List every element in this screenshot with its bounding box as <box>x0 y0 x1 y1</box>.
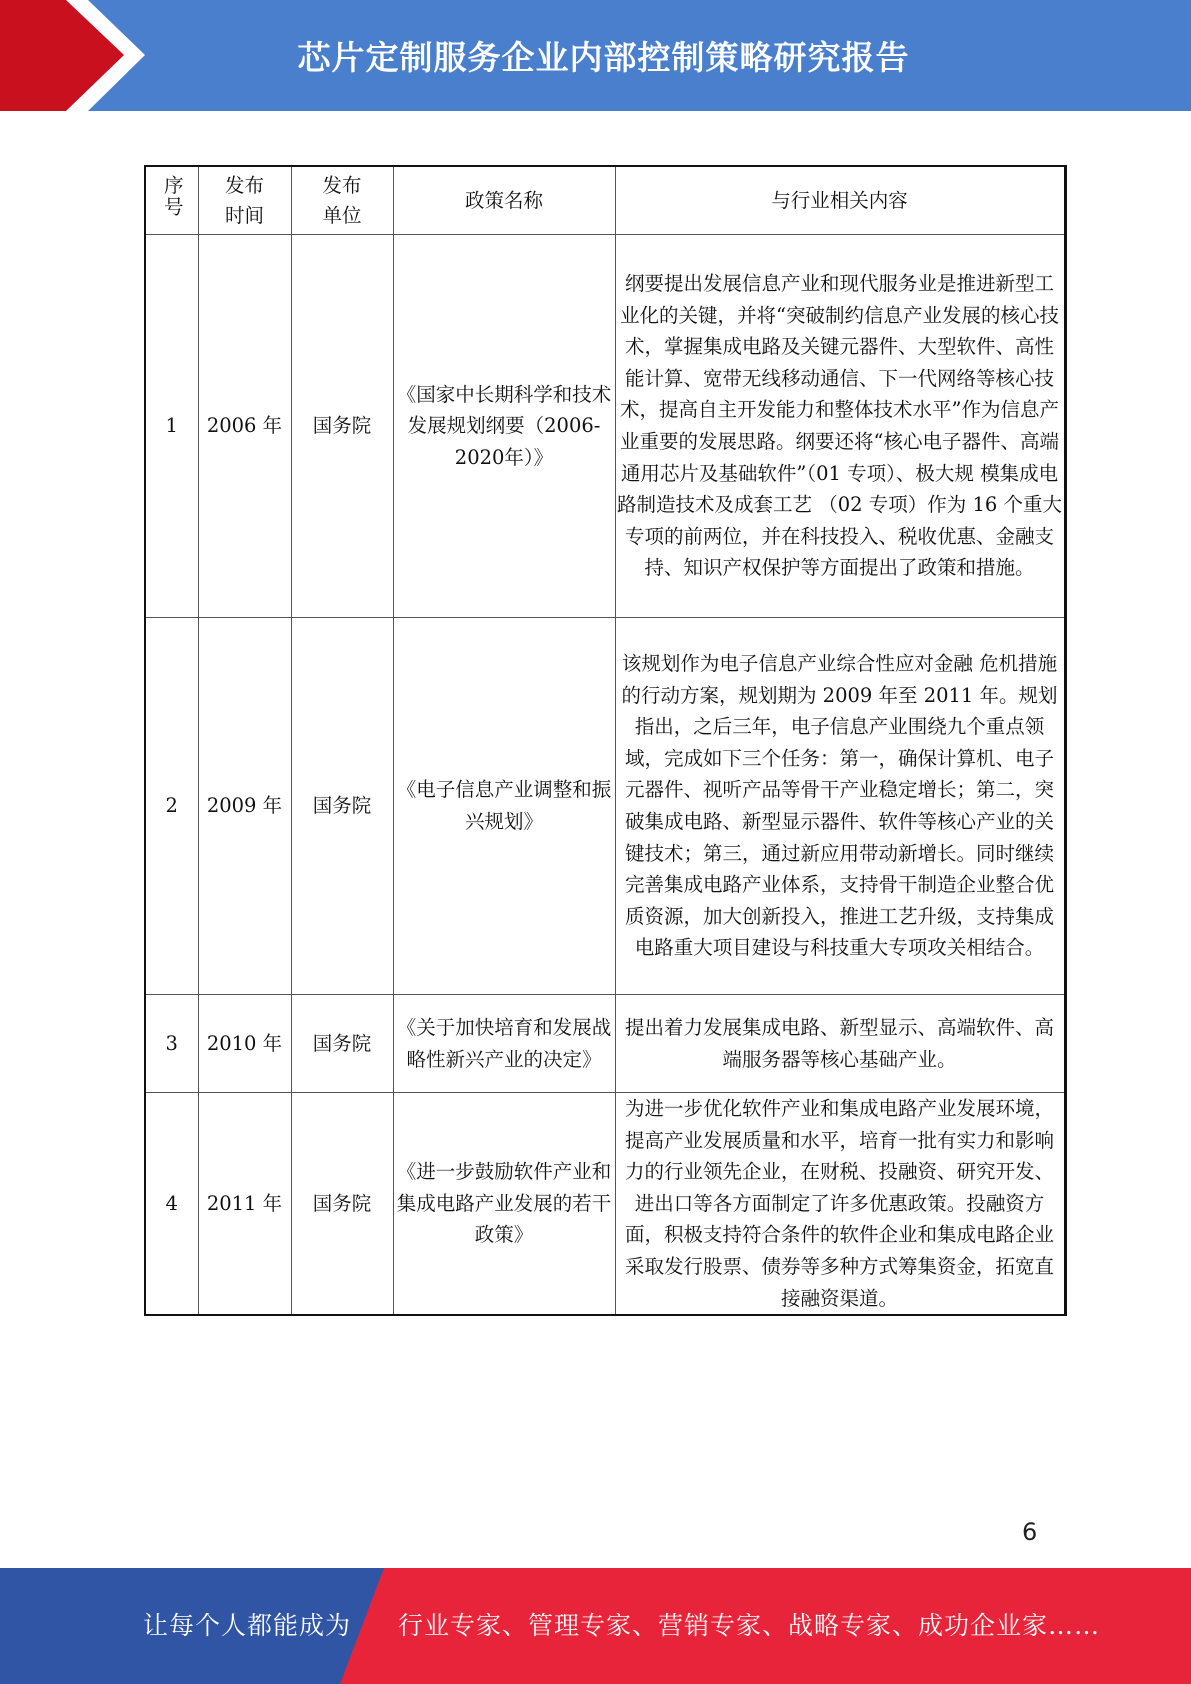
row-publish-time: 2009 年 <box>198 618 291 995</box>
page-header <box>0 0 1191 111</box>
footer-slogan-left: 让每个人都能成为 <box>143 1611 352 1640</box>
page-footer <box>0 1568 1191 1684</box>
table-row <box>145 618 1065 995</box>
column-header-index: 序号 <box>145 166 198 235</box>
row-policy-name: 《电子信息产业调整和振兴规划》 <box>393 618 615 995</box>
row-policy-name: 《关于加快培育和发展战略性新兴产业的决定》 <box>393 995 615 1093</box>
report-title: 芯片定制服务企业内部控制策略研究报告 <box>297 38 910 77</box>
row-publish-time: 2006 年 <box>198 235 291 618</box>
column-header-unit: 发布 单位 <box>291 166 393 235</box>
row-index: 3 <box>145 995 198 1093</box>
table-row <box>145 1093 1065 1316</box>
row-policy-name: 《进一步鼓励软件产业和集成电路产业发展的若干政策》 <box>393 1093 615 1316</box>
row-publish-unit: 国务院 <box>291 995 393 1093</box>
footer-slogan-right: 行业专家、管理专家、营销专家、战略专家、成功企业家…… <box>398 1611 1101 1640</box>
column-header-policy-name: 政策名称 <box>393 166 615 235</box>
row-publish-unit: 国务院 <box>291 235 393 618</box>
row-publish-unit: 国务院 <box>291 618 393 995</box>
table-row <box>145 995 1065 1093</box>
table-header-row <box>145 166 1065 235</box>
column-header-time: 发布 时间 <box>198 166 291 235</box>
row-publish-time: 2010 年 <box>198 995 291 1093</box>
column-header-related-content: 与行业相关内容 <box>615 166 1065 235</box>
row-publish-unit: 国务院 <box>291 1093 393 1316</box>
row-index: 1 <box>145 235 198 618</box>
policy-table <box>144 165 1067 1316</box>
row-publish-time: 2011 年 <box>198 1093 291 1316</box>
page-number: 6 <box>1022 1518 1038 1546</box>
row-index: 2 <box>145 618 198 995</box>
row-related-content: 为进一步优化软件产业和集成电路产业发展环境，提高产业发展质量和水平，培育一批有实力和影响力的行业领先企业，在财税、投融资、研究开发、进出口等各方面制定了许多优惠政策。投融资方面，积极支持符合条件的软件企业和集成电路企业采取发行股票、债券等多种方式筹集资金，拓宽直接融资渠道。 <box>615 1093 1065 1316</box>
row-related-content: 纲要提出发展信息产业和现代服务业是推进新型工业化的关键，并将“突破制约信息产业发展的核心技术，掌握集成电路及关键元器件、大型软件、高性能计算、宽带无线移动通信、下一代网络等核心技术，提高自主开发能力和整体技术水平”作为信息产业重要的发展思路。纲要还将“核心电子器件、高端通用芯片及基础软件”（01 专项）、极大规 模集成电路制造技术及成套工艺 （02 专项）作为 16 个重大专项的前两位，并在科技投入、税收优惠、金融支持、知识产权保护等方面提出了政策和措施。 <box>615 235 1065 618</box>
row-index: 4 <box>145 1093 198 1316</box>
row-related-content: 该规划作为电子信息产业综合性应对金融 危机措施的行动方案，规划期为 2009 年至 2011 年。规划指出，之后三年，电子信息产业围绕九个重点领域，完成如下三个任务：第一，确保计算机、电子元器件、视听产品等骨干产业稳定增长；第二，突破集成电路、新型显示器件、软件等核心产业的关键技术；第三，通过新应用带动新增长。同时继续完善集成电路产业体系，支持骨干制造企业整合优质资源，加大创新投入，推进工艺升级，支持集成电路重大项目建设与科技重大专项攻关相结合。 <box>615 618 1065 995</box>
row-policy-name: 《国家中长期科学和技术发展规划纲要（2006-2020年）》 <box>393 235 615 618</box>
row-related-content: 提出着力发展集成电路、新型显示、高端软件、高端服务器等核心基础产业。 <box>615 995 1065 1093</box>
table-row <box>145 235 1065 618</box>
